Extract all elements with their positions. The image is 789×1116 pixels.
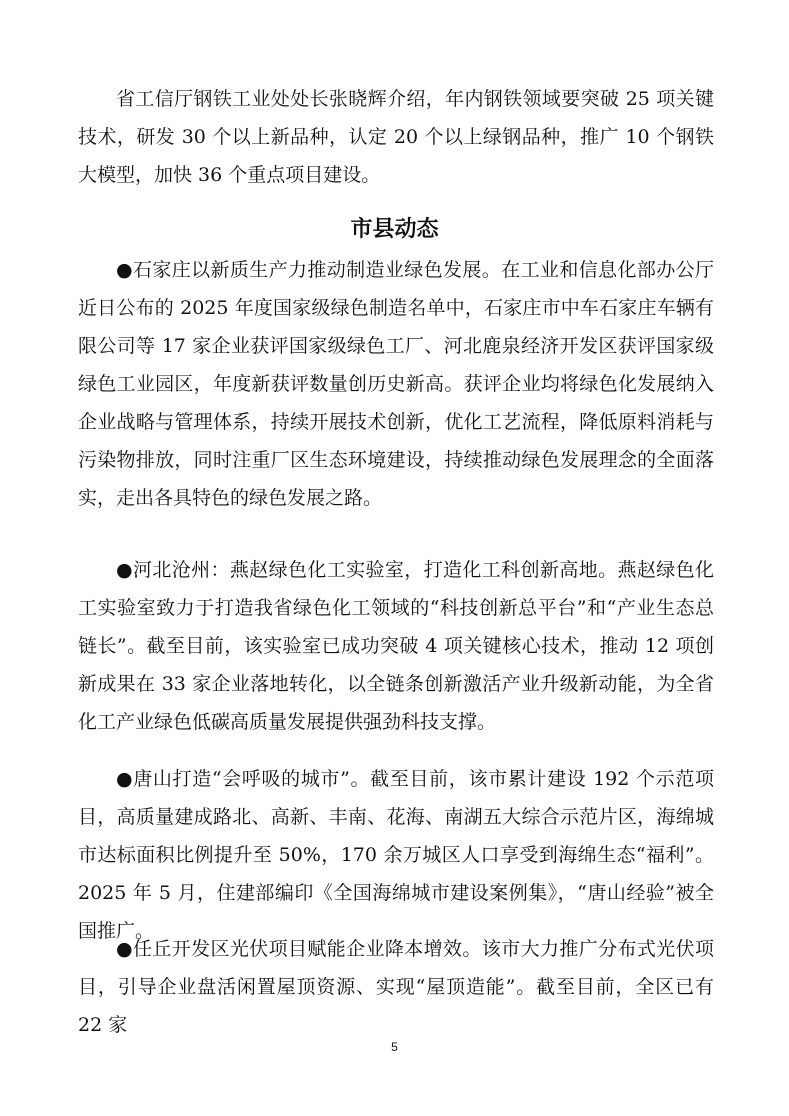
news-item-shijiazhuang: ●石家庄以新质生产力推动制造业绿色发展。在工业和信息化部办公厅近日公布的 2025 年度国家级绿色制造名单中，石家庄市中车石家庄车辆有限公司等 17 家企业获评国家级绿色工厂、河北鹿泉经济开发区获评国家级绿色工业园区，年度新获评数量创历史新高。获评企业均将绿色化发展纳入企业战略与管理体系，持续开展技术创新，优化工艺流程，降低原料消耗与污染物排放，同时注重厂区生态环境建设，持续推动绿色发展理念的全面落实，走出各具特色的绿色发展之路。 bbox=[78, 259, 714, 509]
news-item-tangshan: ●唐山打造“会呼吸的城市”。截至目前，该市累计建设 192 个示范项目，高质量建成路北、高新、丰南、花海、南湖五大综合示范片区，海绵城市达标面积比例提升至 50%，170 余万城区人口享受到海绵生态“福利”。2025 年 5 月，住建部编印《全国海绵城市建设案例集》，“唐山经验”被全国推广。 bbox=[78, 768, 714, 942]
page-number: 5 bbox=[391, 1040, 398, 1054]
news-item-renqiu: ●任丘开发区光伏项目赋能企业降本增效。该市大力推广分布式光伏项目，引导企业盘活闲置屋顶资源、实现“屋顶造能”。截至目前，全区已有 22 家 bbox=[78, 938, 714, 1036]
intro-paragraph: 省工信厅钢铁工业处处长张晓辉介绍，年内钢铁领域要突破 25 项关键技术，研发 30 个以上新品种，认定 20 个以上绿钢品种，推广 10 个钢铁大模型，加快 36 个重点项目建设。 bbox=[78, 88, 714, 186]
section-title: 市县动态 bbox=[350, 217, 439, 242]
news-item-cangzhou: ●河北沧州：燕赵绿色化工实验室，打造化工科创新高地。燕赵绿色化工实验室致力于打造我省绿色化工领域的“科技创新总平台”和“产业生态总链长”。截至目前，该实验室已成功突破 4 项关键核心技术，推动 12 项创新成果在 33 家企业落地转化，以全链条创新激活产业升级新动能，为全省化工产业绿色低碳高质量发展提供强劲科技支撑。 bbox=[78, 559, 714, 733]
